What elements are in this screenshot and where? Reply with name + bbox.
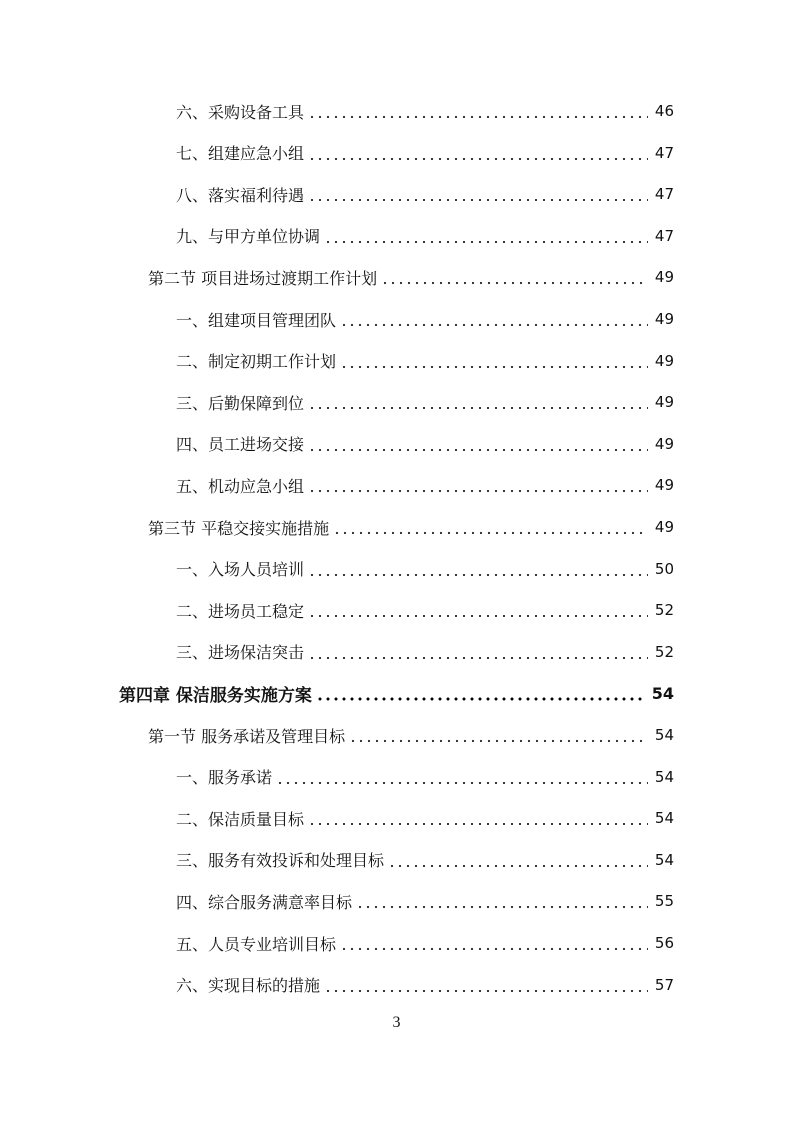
dot-leader [356,886,648,916]
toc-entry-page: 54 [651,683,674,703]
dot-leader [340,346,648,376]
dot-leader [308,96,648,126]
toc-entry-title: 三、后勤保障到位 [176,393,305,413]
toc-entry-page: 49 [654,518,674,536]
toc-entry-title: 五、机动应急小组 [176,476,305,496]
toc-entry[interactable] [176,554,674,584]
toc-entry[interactable] [176,346,674,376]
toc-entry-page: 54 [654,726,674,744]
toc-entry[interactable] [148,512,674,542]
toc-entry-page: 49 [654,310,674,328]
toc-entry-page: 52 [654,601,674,620]
toc-entry-title: 第二节 项目进场过渡期工作计划 [148,268,378,288]
toc-entry[interactable] [176,845,674,875]
toc-entry[interactable] [176,470,674,500]
toc-entry-title: 六、实现目标的措施 [176,976,321,996]
dot-leader [324,221,648,251]
toc-entry-page: 49 [654,434,674,453]
dot-leader [308,595,648,625]
toc-entry-page: 49 [654,351,674,370]
dot-leader [340,928,648,958]
toc-entry[interactable] [176,429,674,459]
dot-leader [381,262,648,292]
dot-leader [308,637,648,667]
toc-entry-page: 54 [654,850,674,869]
toc-entry-title: 一、组建项目管理团队 [176,310,337,330]
toc-entry[interactable] [176,595,674,625]
toc-entry-page: 49 [654,476,674,495]
dot-leader [308,429,648,459]
toc-entry-title: 二、制定初期工作计划 [176,352,337,372]
dot-leader [276,762,648,792]
dot-leader [308,179,648,209]
toc-entry-title: 三、进场保洁突击 [176,643,305,663]
toc-entry[interactable] [176,762,674,792]
toc-entry[interactable] [148,262,674,292]
dot-leader [308,387,648,417]
dot-leader [308,138,648,168]
toc-entry-page: 46 [654,102,674,120]
toc-entry-page: 56 [654,934,674,952]
toc-entry[interactable] [176,803,674,833]
toc-entry[interactable] [176,179,674,209]
dot-leader [308,470,648,500]
dot-leader [308,554,648,584]
dot-leader [308,803,648,833]
toc-entry-title: 一、入场人员培训 [176,560,305,580]
dot-leader [349,720,648,750]
toc-entry-page: 55 [654,892,674,911]
toc-entry-title: 第三节 平稳交接实施措施 [148,518,330,538]
dot-leader [340,304,648,334]
page-number: 3 [392,1014,401,1031]
toc-entry[interactable] [176,970,674,1000]
toc-entry[interactable] [176,886,674,916]
toc-entry-title: 七、组建应急小组 [176,144,305,164]
toc-entry-title: 四、员工进场交接 [176,435,305,455]
toc-entry-page: 47 [654,185,674,204]
toc-entry-title: 一、服务承诺 [176,768,273,788]
toc-entry[interactable] [176,96,674,126]
toc-entry[interactable] [148,720,674,750]
toc-entry-page: 49 [654,393,674,412]
toc-entry[interactable] [176,637,674,667]
toc-entry[interactable] [176,304,674,334]
dot-leader [324,970,648,1000]
toc-entry-title: 八、落实福利待遇 [176,185,305,205]
toc-entry-page: 49 [654,268,674,287]
toc-entry-title: 二、进场员工稳定 [176,601,305,621]
toc-entry[interactable] [119,678,674,708]
toc-entry-title: 三、服务有效投诉和处理目标 [176,851,385,871]
dot-leader [333,512,648,542]
toc-entry-title: 第四章 保洁服务实施方案 [119,685,312,706]
toc-entry-title: 六、采购设备工具 [176,102,305,122]
toc-entry-title: 第一节 服务承诺及管理目标 [148,726,346,746]
toc-entry[interactable] [176,928,674,958]
toc-entry-title: 四、综合服务满意率目标 [176,892,353,912]
toc-entry-page: 50 [654,559,674,578]
toc-entry-page: 54 [654,809,674,828]
toc-entry-title: 九、与甲方单位协调 [176,227,321,247]
dot-leader [388,845,648,875]
toc-entry-title: 五、人员专业培训目标 [176,934,337,954]
toc-entry-page: 47 [654,226,674,245]
toc-entry-title: 二、保洁质量目标 [176,809,305,829]
toc-entry[interactable] [176,387,674,417]
toc-entry-page: 52 [654,642,674,661]
toc-entry-page: 57 [654,975,674,994]
toc-entry[interactable] [176,138,674,168]
toc-entry[interactable] [176,221,674,251]
toc-entry-page: 54 [654,767,674,786]
toc-entry-page: 47 [654,143,674,162]
dot-leader [316,678,646,708]
